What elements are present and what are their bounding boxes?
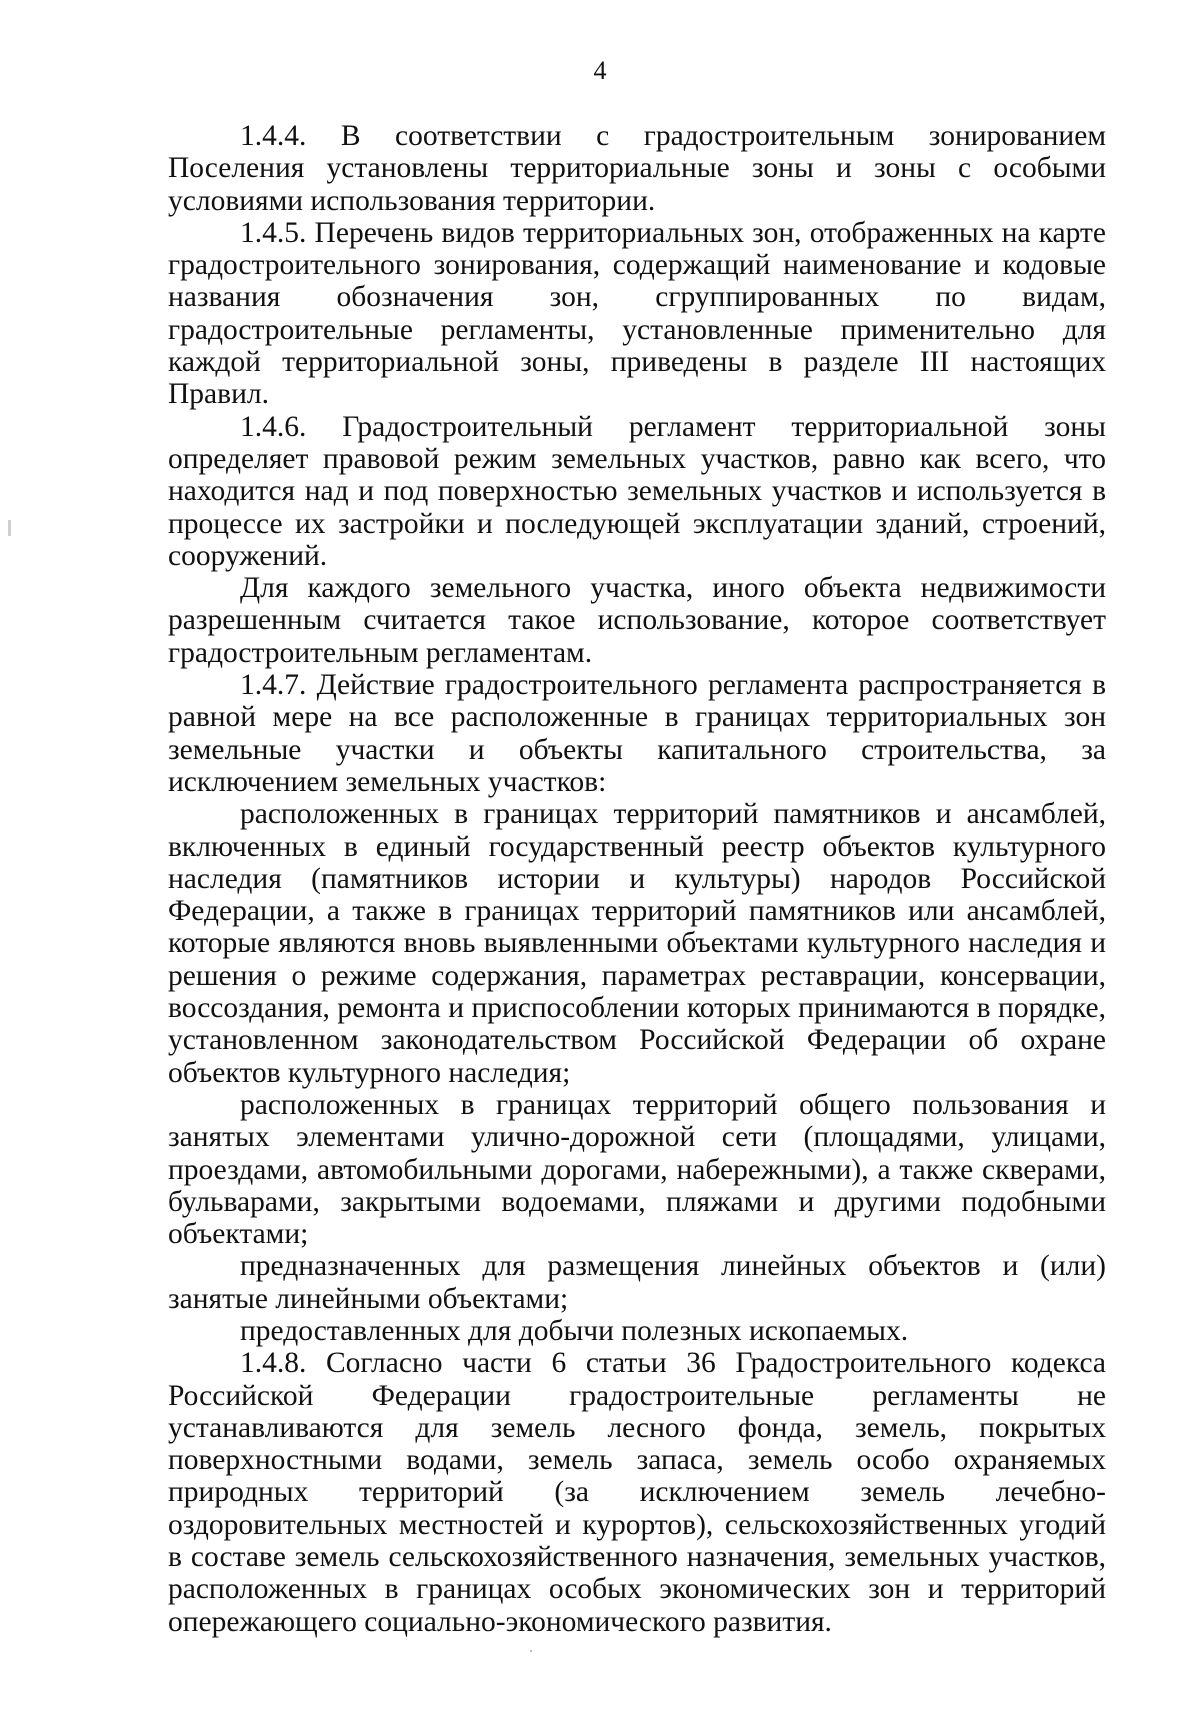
list-item-mineral-extraction: предоставленных для добычи полезных ископаемых.: [240, 1314, 909, 1347]
paragraph-1-4-7: 1.4.7. Действие градостроительного регламента распространяется в равной мере на все расположенные в границах территориальных зон земельные участки и объекты капитального строительства, за исключением земельных участков:: [168, 669, 1106, 798]
list-item-linear-objects: предназначенных для размещения линейных объектов и (или) занятые линейными объектами;: [168, 1250, 1106, 1315]
document-body: [168, 120, 1106, 1638]
list-item-public-use-territories: расположенных в границах территорий общего пользования и занятых элементами улично-дорожной сети (площадями, улицами, проездами, автомобильными дорогами, набережными), а также скверами, бульварами, закрытыми водоемами, пляжами и другими подобными объектами;: [168, 1088, 1106, 1251]
page-number: 4: [593, 56, 607, 85]
list-item-heritage-territories: расположенных в границах территорий памятников и ансамблей, включенных в единый государственный реестр объектов культурного наследия (памятников истории и культуры) народов Российской Федерации, а также в границах территорий памятников или ансамблей, которые являются вновь выявленными объектами культурного наследия и решения о режиме содержания, параметрах реставрации, консервации, воссоздания, ремонта и приспособлении которых принимаются в порядке, установленном законодательством Российской Федерации об охране объектов культурного наследия;: [168, 798, 1106, 1089]
scan-artifact: [8, 520, 11, 536]
paragraph-1-4-4: 1.4.4. В соответствии с градостроительным зонированием Поселения установлены территориальные зоны и зоны с особыми условиями использования территории.: [168, 120, 1106, 217]
paragraph-1-4-8: 1.4.8. Согласно части 6 статьи 36 Градостроительного кодекса Российской Федерации градостроительные регламенты не устанавливаются для земель лесного фонда, земель, покрытых поверхностными водами, земель запаса, земель особо охраняемых природных территорий (за исключением земель лечебно-оздоровительных местностей и курортов), сельскохозяйственных угодий в составе земель сельскохозяйственного назначения, земельных участков, расположенных в границах особых экономических зон и территорий опережающего социально-экономического развития.: [168, 1347, 1106, 1638]
paragraph-permitted-use: Для каждого земельного участка, иного объекта недвижимости разрешенным считается такое использование, которое соответствует градостроительным регламентам.: [168, 572, 1106, 669]
paragraph-1-4-5: 1.4.5. Перечень видов территориальных зон, отображенных на карте градостроительного зонирования, содержащий наименование и кодовые названия обозначения зон, сгруппированных по видам, градостроительные регламенты, установленные применительно для каждой территориальной зоны, приведены в разделе III настоящих Правил.: [168, 216, 1106, 411]
scan-artifact: [530, 1650, 532, 1652]
paragraph-1-4-6: 1.4.6. Градостроительный регламент территориальной зоны определяет правовой режим земельных участков, равно как всего, что находится над и под поверхностью земельных участков и используется в процессе их застройки и последующей эксплуатации зданий, строений, сооружений.: [168, 410, 1106, 572]
